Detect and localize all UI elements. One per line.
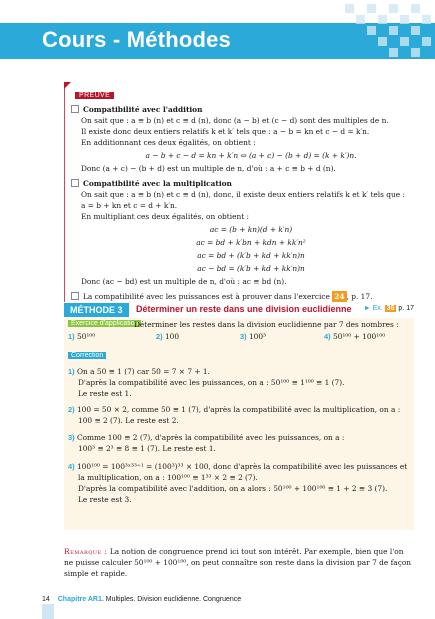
grid-cell [400,37,409,46]
exercise-option: 4) 50¹⁰⁰ + 100¹⁰⁰ [324,332,386,341]
grid-cell [367,4,376,13]
proof-add-line: On sait que : a ≡ b (n) et c ≡ d (n), donc (a − b) et (c − d) sont des multiples de n. [81,116,389,125]
remark-label: Remarque : [64,547,108,556]
proof-add-title: Compatibilité avec l'addition [71,104,421,115]
page-number: 14 [42,596,50,603]
proof-corner-icon [64,82,71,89]
proof-mul-line: a = b + kn et c = d + k′n. [81,201,178,210]
exercise-option: 2) 100 [156,332,180,341]
proof-mul-equation: ac = (b + kn)(d + k′n) [209,225,293,234]
grid-cell [422,37,431,46]
chapter-subtitle: Multiples. Division euclidienne. Congruence [105,596,242,603]
grid-cell [389,4,398,13]
grid-cell [356,15,365,24]
method-title: Déterminer un reste dans une division euclidienne [136,304,352,314]
proof-add-equation: a − b + c − d = kn + k′n ⇔ (a + c) − (b + d) = (k + k′)n. [145,151,357,160]
proof-tag: PREUVE [75,92,114,99]
decorative-grid [335,0,435,60]
exercise-tag: Exercice d'application [68,320,141,327]
exercise-option: 1) 50¹⁰⁰ [68,332,96,341]
correction-tag: Correction [68,352,106,359]
page-footer [42,596,241,603]
grid-cell [389,26,398,35]
proof-mul-equation: ac = bd + (k′b + kd + kk′n)n [197,251,305,260]
method-header [64,303,414,317]
grid-cell [378,37,387,46]
solution-1: 1) On a 50 ≡ 1 (7) car 50 = 7 × 7 + 1. D'après la compatibilité avec les puissances, on a : 50¹⁰⁰ ≡ 1¹⁰⁰ ≡ 1 (7). Le reste est 1. [68,367,345,398]
solution-3: 3) Comme 100 ≡ 2 (7), d'après la compatibilité avec les puissances, on a : 100³ ≡ 2³ ≡ 8 ≡ 1 (7). Le reste est 1. [68,433,345,453]
grid-cell [367,26,376,35]
proof-add-conclusion: Donc (a + c) − (b + d) est un multiple de n, d'où : a + c ≡ b + d (n). [81,164,336,173]
solution-2: 2) 100 = 50 × 2, comme 50 ≡ 1 (7), d'après la compatibilité avec la multiplication, on a : 100 ≡ 2 (7). Le reste est 2. [68,405,401,425]
grid-cell [400,15,409,24]
checkbox-icon [71,179,79,187]
grid-cell [389,48,398,57]
proof-mul-title: Compatibilité avec la multiplication [71,178,421,189]
checkbox-icon [71,105,79,113]
proof-mul-line: En multipliant ces deux égalités, on obtient : [81,212,250,221]
proof-power-line: La compatibilité avec les puissances est à prouver dans l'exercice 24 , p. 17. [71,291,421,302]
footer-stripe [42,604,54,619]
chapter-label: Chapitre AR1. [57,596,104,603]
proof-block [64,82,421,302]
proof-add-line: Il existe donc deux entiers relatifs k et k′ tels que : a − b = kn et c − d = k′n. [81,127,370,136]
proof-mul-line: On sait que : a ≡ b (n) et c ≡ d (n), donc, il existe deux entiers relatifs k et k′ tels que : [81,190,405,199]
proof-mul-conclusion: Donc (ac − bd) est un multiple de n, d'où : ac ≡ bd (n). [81,277,287,286]
remark-text: La notion de congruence prend ici tout son intérêt. Par exemple, bien que l'on ne puisse calculer 50¹⁰⁰ + 100¹⁰⁰, on peut connaître son reste dans la division par 7 de façon simple et rapide. [64,547,412,578]
page-title: Cours - Méthodes [42,27,231,52]
exercise-statement: Déterminer les restes dans la division euclidienne par 7 des nombres : [134,320,399,329]
grid-cell [411,48,420,57]
grid-cell [411,4,420,13]
page-header [0,0,435,70]
exercise-number-badge[interactable]: 36 [386,305,395,312]
exercise-option: 3) 100³ [240,332,267,341]
grid-cell [422,15,431,24]
method-tag: MÉTHODE 3 [64,303,129,317]
proof-mul-equation: ac = bd + k′bn + kdn + kk′n² [196,238,306,247]
checkbox-icon [71,292,79,300]
method-exercise-ref[interactable]: ► Ex. 36 p. 17 [363,305,414,312]
remark [64,546,414,579]
proof-mul-equation: ac − bd = (k′b + kd + kk′n)n [197,264,305,273]
solution-4: 4) 100¹⁰⁰ = 100³ˣ³³⁺¹ = (100³)³³ × 100, donc d'après la compatibilité avec les puissances et la multiplication, on a : 100¹⁰⁰ ≡ 1³³ × 2 ≡ 2 (7). D'après la compatibilité avec l'addition, on a alors : 50¹⁰⁰ + 100¹⁰⁰ ≡ 1 + 2 ≡ 3 (7). Le reste est 3. [68,462,408,504]
proof-add-line: En additionnant ces deux égalités, on obtient : [81,138,256,147]
exercise-ref-badge[interactable]: 24 [334,292,345,301]
grid-cell [378,15,387,24]
grid-cell [345,4,354,13]
exercise-box [64,318,414,530]
grid-cell [411,26,420,35]
